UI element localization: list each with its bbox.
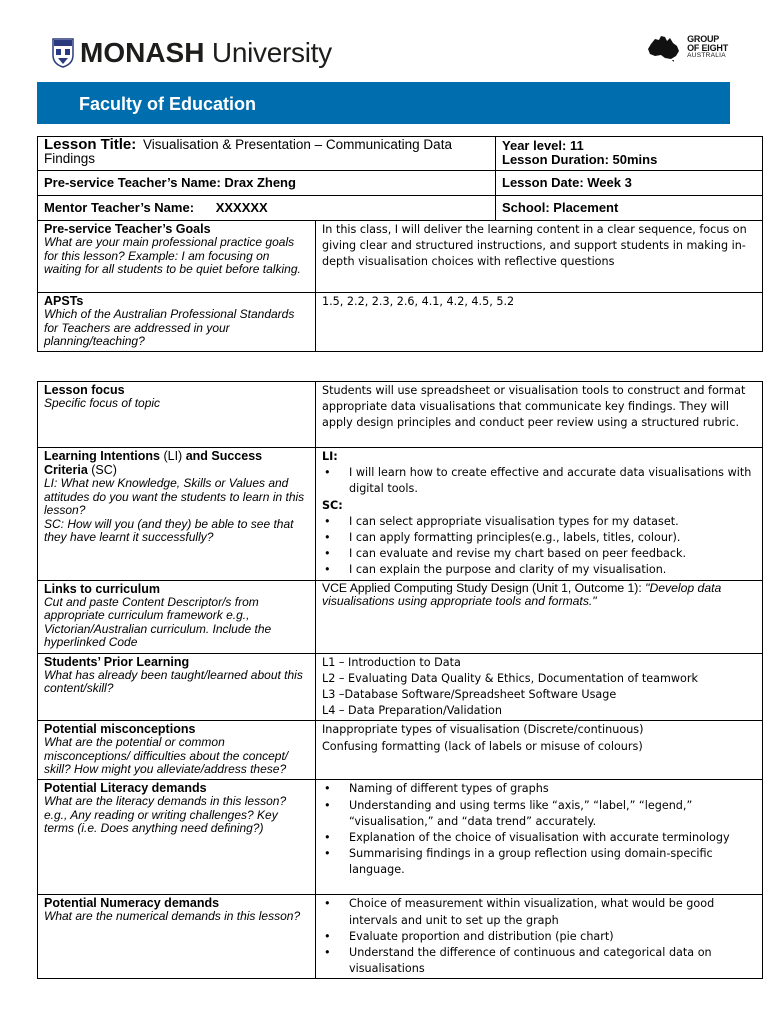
prior-learning-row — [38, 653, 763, 721]
misc-label: Potential misconceptions — [44, 722, 196, 737]
misc-item: Confusing formatting (lack of labels or misuse of colours) — [322, 739, 643, 753]
focus-row — [38, 382, 763, 448]
numeracy-list — [322, 896, 756, 977]
prior-item: L4 – Data Preparation/Validation — [322, 704, 502, 718]
teacher-row — [38, 171, 763, 196]
lesson-title-label: Lesson Title: — [44, 136, 137, 153]
sc-item: • I can apply formatting principles(e.g., labels, titles, colour). — [322, 530, 756, 546]
mentor-label: Mentor Teacher’s Name: — [44, 200, 195, 215]
literacy-hint: What are the literacy demands in this lesson? e.g., Any reading or writing challenges? Key terms (i.e. Does anything need defining?) — [44, 794, 287, 836]
school: School: Placement — [502, 200, 619, 215]
learning-intentions-row — [38, 448, 763, 581]
sc-item: • I can evaluate and revise my chart based on peer feedback. — [322, 546, 756, 562]
li-list — [322, 465, 756, 497]
literacy-item: • Explanation of the choice of visualisation with accurate terminology — [322, 830, 756, 846]
lesson-title: Visualisation & Presentation – Communicating Data Findings — [44, 137, 452, 166]
faculty-title: Faculty of Education — [79, 94, 257, 114]
literacy-row — [38, 780, 763, 895]
focus-label: Lesson focus — [44, 383, 125, 397]
goals-text: In this class, I will deliver the learning content in a clear sequence, focus on giving clear and structured instructions, and support students in making in-depth visualisation choices with reflective questions — [322, 223, 747, 269]
literacy-label: Potential Literacy demands — [44, 781, 207, 796]
numeracy-item: • Understand the difference of continuous and categorical data on visualisations — [322, 945, 756, 977]
lesson-date: Lesson Date: Week 3 — [502, 175, 632, 190]
year-level: Year level: 11 — [502, 138, 584, 153]
faculty-banner — [37, 82, 730, 124]
goals-hint: What are your main professional practice goals for this lesson? Example: I am focusing on waiting for all students to be quiet before talking. — [44, 235, 301, 276]
prior-label: Students’ Prior Learning — [44, 654, 190, 669]
australia-map-icon — [645, 34, 683, 62]
goals-row — [38, 221, 763, 293]
sc-item: • I can explain the purpose and clarity of my visualisation. — [322, 562, 756, 578]
apsts-text: 1.5, 2.2, 2.3, 2.6, 4.1, 4.2, 4.5, 5.2 — [322, 295, 515, 308]
misc-hint: What are the potential or common misconceptions/ difficulties about the concept/ skill? How might you alleviate/address these? — [44, 735, 289, 777]
links-label: Links to curriculum — [44, 581, 160, 596]
goals-label: Pre-service Teacher’s Goals — [44, 222, 211, 236]
links-quote-text: "Develop data visualisations using appropriate tools and formats." — [322, 580, 722, 609]
li-item: • I will learn how to create effective and accurate data visualisations with digital tools. — [322, 465, 756, 497]
literacy-item: • Understanding and using terms like “axis,” “label,” “legend,” “visualisation,” and “data trend” accurately. — [322, 798, 756, 830]
lesson-details-table — [37, 136, 763, 352]
prior-item: L1 – Introduction to Data — [322, 655, 461, 669]
mentor-value: XXXXXX — [215, 200, 268, 215]
misc-item: Inappropriate types of visualisation (Discrete/continuous) — [322, 723, 644, 737]
monash-logo — [52, 38, 332, 68]
numeracy-row — [38, 895, 763, 979]
sc-item: • I can select appropriate visualisation types for my dataset. — [322, 514, 756, 530]
mentor-row — [38, 196, 763, 221]
numeracy-item: • Choice of measurement within visualization, what would be good intervals and unit to set up the graph — [322, 896, 756, 928]
apsts-label: APSTs — [44, 294, 84, 308]
teacher-name: Pre-service Teacher’s Name: Drax Zheng — [44, 175, 296, 190]
sc-list — [322, 514, 756, 579]
focus-hint: Specific focus of topic — [44, 396, 161, 410]
literacy-item: • Summarising findings in a group reflection using domain-specific language. — [322, 846, 756, 878]
apsts-row — [38, 293, 763, 352]
numeracy-label: Potential Numeracy demands — [44, 896, 220, 911]
numeracy-item: • Evaluate proportion and distribution (pie chart) — [322, 929, 756, 945]
misconceptions-row — [38, 721, 763, 780]
numeracy-hint: What are the numerical demands in this lesson? — [44, 909, 301, 924]
lesson-duration: Lesson Duration: 50mins — [502, 152, 658, 167]
prior-item: L3 –Database Software/Spreadsheet Software Usage — [322, 688, 617, 702]
sc-hint: SC: How will you (and they) be able to see that they have learnt it successfully? — [44, 516, 294, 544]
li-hint: LI: What new Knowledge, Skills or Values and attitudes do you want the students to learn in this lesson? — [44, 476, 305, 517]
monash-wordmark: MONASH University — [80, 37, 332, 68]
prior-item: L2 – Evaluating Data Quality & Ethics, Documentation of teamwork — [322, 671, 698, 685]
links-text: VCE Applied Computing Study Design (Unit 1, Outcome 1): — [322, 580, 646, 595]
literacy-item: • Naming of different types of graphs — [322, 781, 756, 797]
sc-heading: SC: — [322, 498, 343, 512]
lesson-title-row — [38, 137, 763, 171]
li-heading: LI: — [322, 450, 338, 463]
monash-crest-icon — [52, 38, 74, 68]
prior-hint: What has already been taught/learned about this content/skill? — [44, 667, 303, 696]
curriculum-row — [38, 580, 763, 653]
literacy-list — [322, 781, 756, 878]
lesson-plan-table — [37, 381, 763, 979]
links-hint: Cut and paste Content Descriptor/s from appropriate curriculum framework e.g., Victorian/Australian curriculum. Include the hyperlinked Code — [44, 594, 272, 650]
group-of-eight-logo: GROUP OF EIGHT AUSTRALIA — [645, 34, 728, 62]
apsts-hint: Which of the Australian Professional Standards for Teachers are addressed in your planning/teaching? — [44, 307, 295, 348]
li-label: Learning Intentions (LI) and Success Criteria (SC) — [44, 449, 263, 477]
focus-text: Students will use spreadsheet or visualisation tools to construct and format appropriate data visualisations that communicate key findings. They will apply design principles and conduct peer review using a structured rubric. — [322, 384, 746, 430]
